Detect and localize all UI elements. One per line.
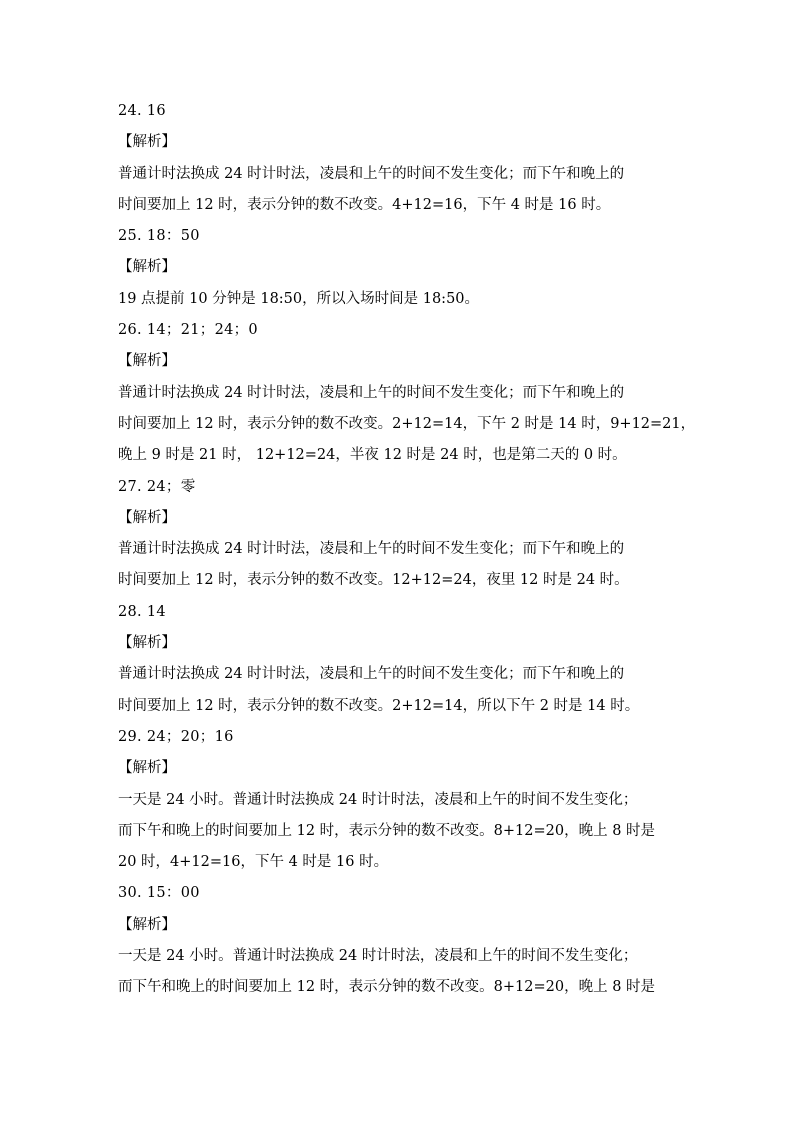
document-page — [118, 96, 696, 1004]
answer-25: 25. 18：50 — [118, 228, 200, 245]
analysis-text: 20 时，4+12=16，下午 4 时是 16 时。 — [118, 854, 389, 871]
analysis-label: 【解析】 — [118, 259, 176, 276]
analysis-label: 【解析】 — [118, 760, 176, 777]
analysis-label: 【解析】 — [118, 353, 176, 370]
answer-24: 24. 16 — [118, 103, 166, 119]
analysis-text: 一天是 24 小时。普通计时法换成 24 时计时法，凌晨和上午的时间不发生变化； — [118, 948, 638, 965]
analysis-text: 一天是 24 小时。普通计时法换成 24 时计时法，凌晨和上午的时间不发生变化； — [118, 791, 638, 808]
analysis-label: 【解析】 — [118, 134, 176, 151]
analysis-label: 【解析】 — [118, 509, 176, 526]
answer-27: 27. 24；零 — [118, 478, 196, 495]
analysis-text: 普通计时法换成 24 时计时法，凌晨和上午的时间不发生变化；而下午和晚上的 — [118, 165, 625, 182]
answer-29: 29. 24；20；16 — [118, 728, 234, 745]
analysis-text: 而下午和晚上的时间要加上 12 时，表示分钟的数不改变。8+12=20，晚上 8 时是 — [118, 822, 656, 839]
answer-30: 30. 15：00 — [118, 885, 200, 902]
analysis-text: 时间要加上 12 时，表示分钟的数不改变。2+12=14，下午 2 时是 14 时，9+12=21， — [118, 415, 696, 432]
analysis-text: 晚上 9 时是 21 时， 12+12=24，半夜 12 时是 24 时，也是第二天的 0 时。 — [118, 447, 627, 464]
analysis-text: 普通计时法换成 24 时计时法，凌晨和上午的时间不发生变化；而下午和晚上的 — [118, 384, 625, 401]
analysis-text: 时间要加上 12 时，表示分钟的数不改变。12+12=24，夜里 12 时是 24 时。 — [118, 572, 629, 589]
analysis-text: 19 点提前 10 分钟是 18:50，所以入场时间是 18:50。 — [118, 290, 480, 307]
answer-28: 28. 14 — [118, 603, 166, 620]
analysis-text: 普通计时法换成 24 时计时法，凌晨和上午的时间不发生变化；而下午和晚上的 — [118, 541, 625, 558]
analysis-text: 普通计时法换成 24 时计时法，凌晨和上午的时间不发生变化；而下午和晚上的 — [118, 666, 625, 683]
answer-26: 26. 14；21；24；0 — [118, 322, 258, 339]
analysis-text: 而下午和晚上的时间要加上 12 时，表示分钟的数不改变。8+12=20，晚上 8 时是 — [118, 979, 656, 996]
analysis-text: 时间要加上 12 时，表示分钟的数不改变。2+12=14，所以下午 2 时是 14 时。 — [118, 697, 640, 714]
analysis-label: 【解析】 — [118, 635, 176, 652]
analysis-label: 【解析】 — [118, 916, 176, 933]
analysis-text: 时间要加上 12 时，表示分钟的数不改变。4+12=16，下午 4 时是 16 时。 — [118, 196, 611, 213]
